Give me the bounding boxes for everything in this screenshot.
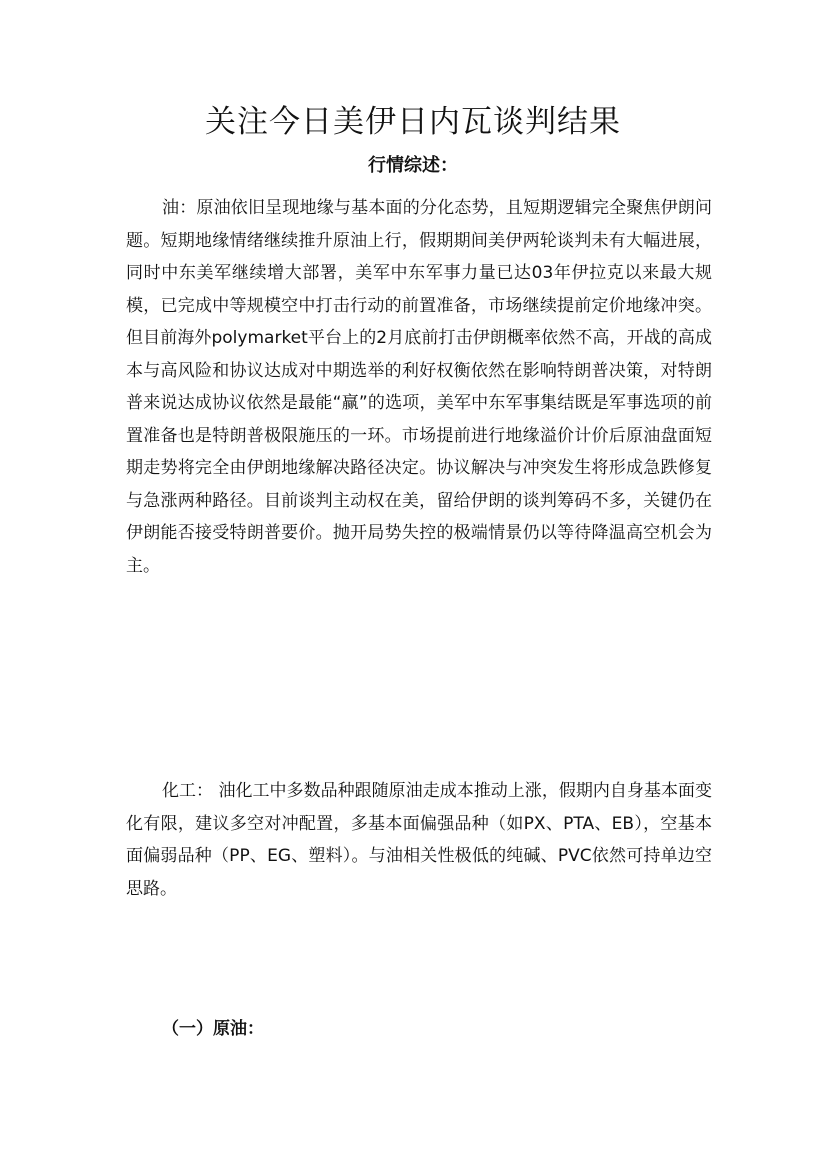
- market-overview-heading: 行情综述：: [368, 155, 458, 176]
- oil-paragraph: 油：原油依旧呈现地缘与基本面的分化态势，且短期逻辑完全聚焦伊朗问题。短期地缘情绪继续推升原油上行，假期期间美伊两轮谈判未有大幅进展，同时中东美军继续增大部署，美军中东军事力量已达03年伊拉克以来最大规模，已完成中等规模空中打击行动的前置准备，市场继续提前定价地缘冲突。但目前海外polymarket平台上的2月底前打击伊朗概率依然不高，开战的高成本与高风险和协议达成对中期选举的利好权衡依然在影响特朗普决策，对特朗普来说达成协议依然是最能“赢”的选项，美军中东军事集结既是军事选项的前置准备也是特朗普极限施压的一环。市场提前进行地缘溢价计价后原油盘面短期走势将完全由伊朗地缘解决路径决定。协议解决与冲突发生将形成急跌修复与急涨两种路径。目前谈判主动权在美，留给伊朗的谈判筹码不多，关键仍在伊朗能否接受特朗普要价。抛开局势失控的极端情景仍以等待降温高空机会为主。: [126, 198, 712, 576]
- document-title: 关注今日美伊日内瓦谈判结果: [205, 104, 621, 140]
- crude-oil-section-heading: （一）原油：: [162, 1019, 264, 1039]
- chemical-paragraph: 化工： 油化工中多数品种跟随原油走成本推动上涨，假期内自身基本面变化有限，建议多空对冲配置，多基本面偏强品种（如PX、PTA、EB），空基本面偏弱品种（PP、EG、塑料）。与油相关性极低的纯碱、PVC依然可持单边空思路。: [126, 781, 712, 899]
